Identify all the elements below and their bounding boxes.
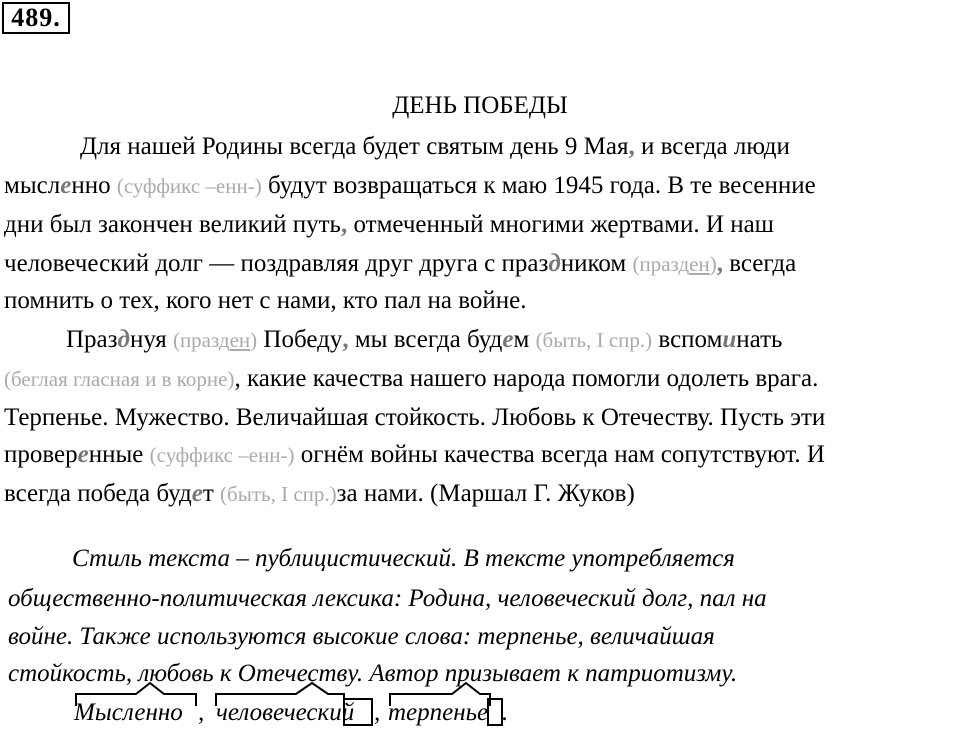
analysis-line-4: стойкость, любовь к Отечеству. Автор призывает к патриотизму. (8, 660, 738, 687)
text-line-10: всегда победа будет (быть, I спр.)за нами. (Маршал Г. Жуков) (4, 480, 635, 507)
analysis-line-1: Стиль текста – публицистический. В тексте употребляется (72, 545, 735, 572)
suffix-mark-3 (390, 683, 490, 706)
ending-box-1 (344, 699, 372, 725)
hint: (празден) (172, 328, 258, 352)
morpheme-word-1: Мысленно (74, 699, 183, 726)
analysis-line-3: войне. Также используются высокие слова: терпенье, величайшая (8, 623, 715, 650)
text-line-3: дни был закончен великий путь, отмеченный многими жертвами. И наш (4, 211, 774, 238)
exercise-number: 489. (2, 2, 70, 34)
suffix-mark-2 (216, 683, 344, 706)
text-line-7: (беглая гласная и в корне), какие качества нашего народа помогли одолеть врага. (4, 365, 819, 392)
morpheme-separator: , (374, 699, 381, 726)
hint: (быть, I спр.) (220, 482, 337, 506)
morpheme-separator: , (198, 699, 205, 726)
suffix-mark-1 (76, 683, 196, 706)
analysis-line-2: общественно-политическая лексика: Родина, человеческий долг, пал на (8, 585, 767, 612)
text-title: ДЕНЬ ПОБЕДЫ (392, 92, 568, 119)
hint: (празден) (632, 252, 717, 276)
text-line-8: Терпенье. Мужество. Величайшая стойкость. Любовь к Отечеству. Пусть эти (4, 404, 826, 431)
text-line-9: проверенные (суффикс –енн-) огнём войны качества всегда нам сопутствуют. И (4, 441, 825, 468)
morpheme-end: . (502, 699, 509, 726)
text-line-5: помнить о тех, кого нет с нами, кто пал на войне. (4, 287, 527, 314)
hint: (суффикс –енн-) (116, 174, 262, 198)
hint: (суффикс –енн-) (149, 443, 295, 467)
text-line-2: мысленно (суффикс –енн-) будут возвращаться к маю 1945 года. В те весенние (4, 172, 816, 199)
morpheme-word-3: терпенье (388, 699, 489, 726)
text-line-4: человеческий долг — поздравляя друг друга с праздником (празден), всегда (4, 250, 797, 277)
text-line-1: Для нашей Родины всегда будет святым день 9 Мая, и всегда люди (80, 133, 790, 160)
hint: (беглая гласная и в корне) (4, 367, 235, 391)
text-line-6: Празднуя (празден) Победу, мы всегда будем (быть, I спр.) вспоминать (66, 326, 783, 353)
morpheme-word-2: человеческий (216, 699, 355, 726)
hint: (быть, I спр.) (535, 328, 653, 352)
